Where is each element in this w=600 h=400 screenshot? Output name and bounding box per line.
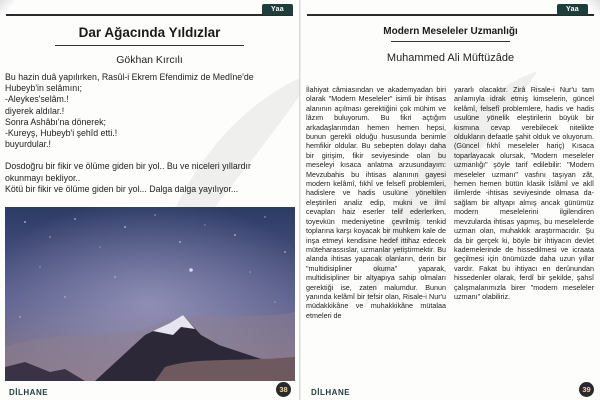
title-underline	[55, 45, 244, 46]
page-number: 39	[579, 382, 594, 397]
column-text: İlahiyat câmiasından ve akademyadan biri olarak "Modern Meseleler" isimli bir ihtisas alanının açılması gerektiğini çok mühim ve lâzım buluyorum. Bu fikri açtığım arkadaşlarımdan hemen hemen hepsi, bunun gerekli olduğu hususunda benimle hemfikir oldular. Bu sebepten dolayı daha bir girişim, fikir seviyesinde olan bu meseleyi kısaca anlatma arzusundayım: Mevzubahis bu ihtisas alanının gayesi modern kelâmî, fıkhî ve felsefî problemleri, hadislere ve hadis usulüne yöneltilen eleştirileri analiz edip, mukni ve ilmî cevapları haiz eserler telif ederlerken, toyevkün medeniyetine çevrilmiş tenkid toplarına karşı koyacak bir muhkem kale de inşa etmeyi kendisine hedef ittihaz edecek müteharassıslar, uzmanlar yetiştirmektir. Bu alanda ihtisas yapacak olanların, derin bir "multidisipliner okuma" yaparak, multidisipliner bir altyapıya sahip olmaları gerektiği ise, zaten malumdur. Bunun yanında kelâmî bir tefsir olan, Risale-i Nur'u müdakkikâne ve muhakkikâne mütalaa etmeleri de	[306, 85, 446, 320]
dilhane-logo: DİLHANE	[311, 388, 351, 397]
article-column-1	[306, 85, 446, 320]
stanza: Dosdoğru bir fikir ve ölüme giden bir yol.. Bu ve niceleri yıllardır okunmayı bekliyor.. Kötü bir fikir ve ölüme giden bir yol... Dalga dalga yayılıyor...	[5, 161, 251, 194]
page-corner	[0, 0, 14, 14]
dilhane-logo: DİLHANE	[9, 388, 49, 397]
section-tag: Yaa	[262, 4, 293, 15]
right-page	[300, 0, 600, 400]
column-text: yararlı olacaktır. Zirâ Risale-i Nur'u tam anlamıyla idrak etmiş kimselerin, güncel kelâmî, felsefî problemlere, hadis ve hadis usulüne yönelik eleştirilerin büyük bir kısmına cevap verebilecek nitelikte oldukların defaatle şahit olduk ve oluyorum. (Güncel fıkhî meseleler hariç) Kısaca toparlayacak olursak, "Modern meseleler uzmanlığı" şöyle tarif edilebilir: "Modern meseleler uzmanı" vasfını taşıyan zât, hemen hemen bütün klasik İslâmî ve aklî ilimlerde -ihtisas seviyesinde olmasa da- sağlam bir altyapı almış ancak günümüz modern meselelerini ilgilendiren mevzularda ihtisas yapmış, bu meselelerde uzman olan, muhakkik araştırmacıdır. Şu da bir gerçek ki, böyle bir ihtiyacın devlet kademelerinde de hissedilmesi ve icraata geçilmesi için önümüzde daha uzun yıllar vardır. Fakat bu ihtiyacı en derûnundan hissedenler olarak, ferdî bir şekilde, şahsî çalışmalarımızla birer "modern meseleler uzmanı" olabiliriz.	[454, 85, 594, 301]
header-rule	[6, 14, 293, 16]
page-corner	[586, 0, 600, 14]
header-rule	[307, 14, 594, 16]
page-number: 38	[276, 382, 291, 397]
article-body	[5, 72, 293, 206]
author-name: Muhammed Ali Müftüzâde	[386, 52, 515, 64]
article-title: Modern Meseleler Uzmanlığı	[383, 26, 518, 37]
article-column-2	[454, 85, 594, 301]
section-tag: Yaa	[557, 4, 588, 15]
author-name: Gökhan Kırcılı	[116, 54, 183, 66]
night-sky-mountain-photo	[5, 207, 295, 381]
title-underline	[391, 41, 510, 42]
stanza: Bu hazin duâ yapılırken, Rasûl-i Ekrem Efendimiz de Medîne'de Hubeyb'in selâmını; -Aleykes'selâm.! diyerek aldılar.! Sonra Ashâbı'na dönerek; -Kureyş, Hubeyb'i şehîd etti.! buyurdular.!	[5, 72, 254, 150]
article-title: Dar Ağacında Yıldızlar	[78, 25, 221, 40]
